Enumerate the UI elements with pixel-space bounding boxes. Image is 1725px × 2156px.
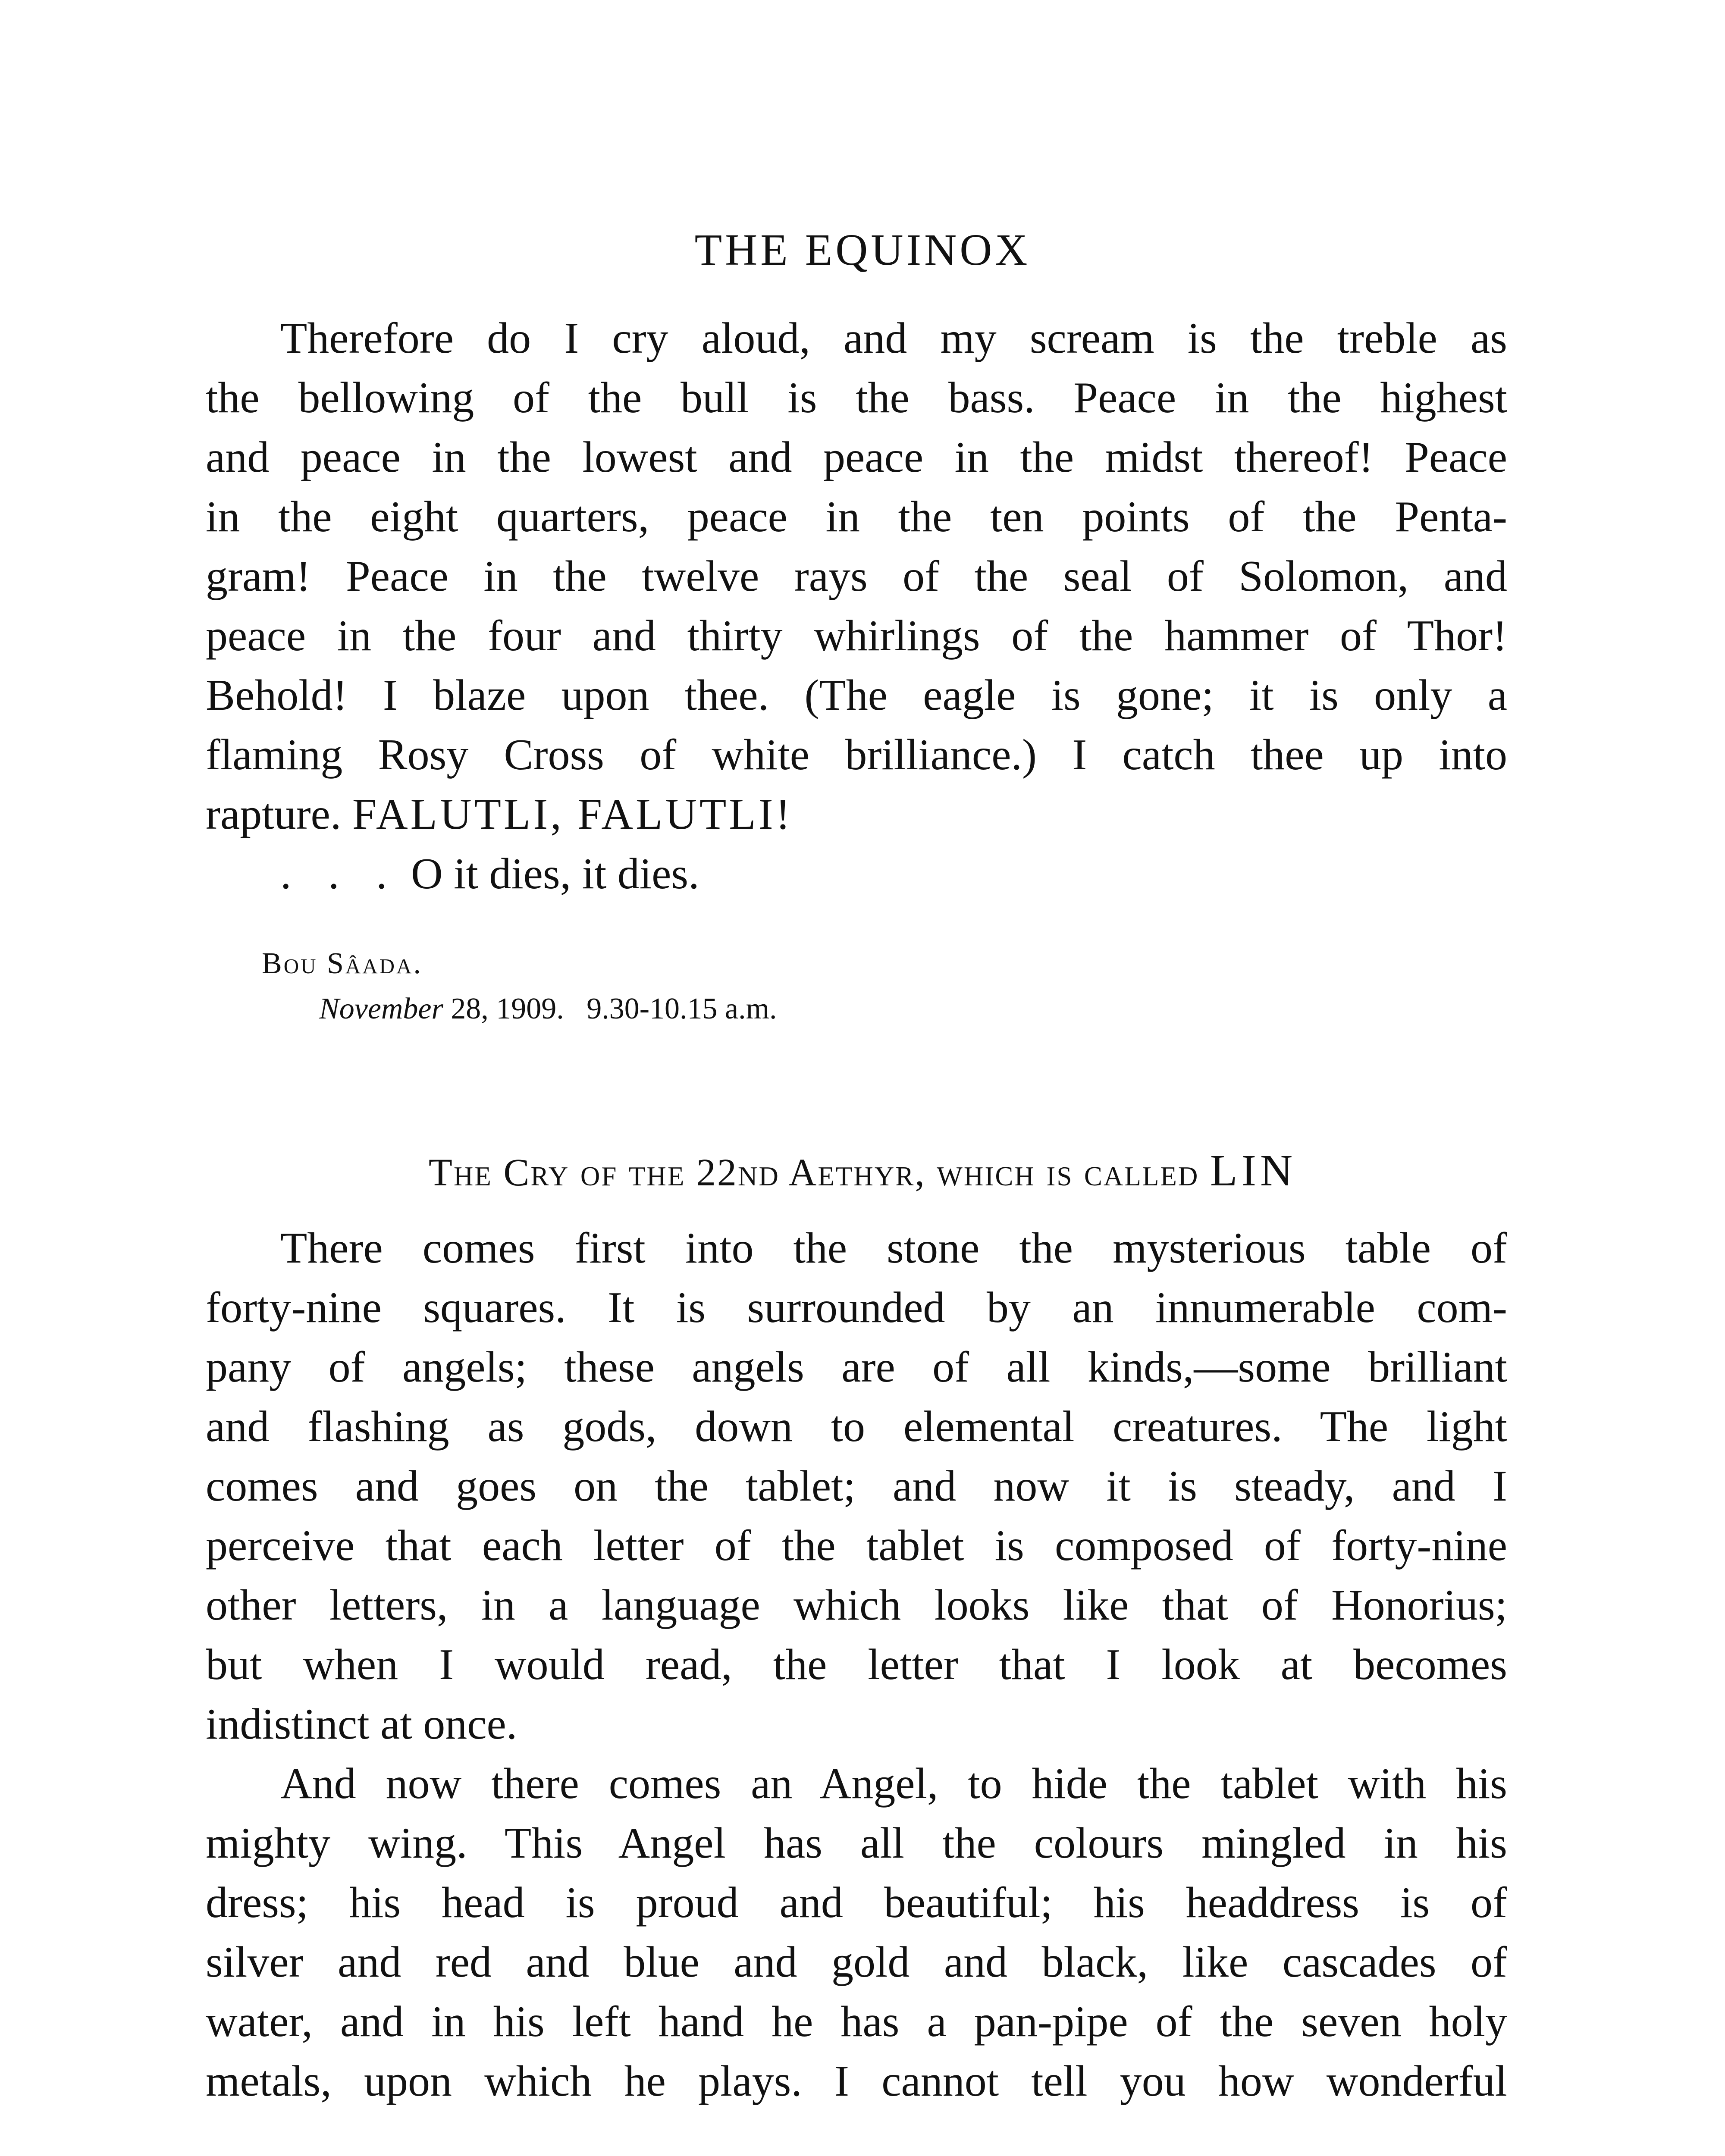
paragraph-1-line: flaming Rosy Cross of white brilliance.) I catch thee up into	[206, 730, 1507, 779]
paragraph-2-line: and flashing as gods, down to elemental creatures. The light	[206, 1402, 1507, 1451]
invocation-falutli: FALUTLI, FALUTLI!	[352, 790, 793, 839]
signature-place: Bou Sâada.	[262, 947, 423, 980]
paragraph-2-line: but when I would read, the letter that I look at becomes	[206, 1640, 1507, 1689]
paragraph-3-line: water, and in his left hand he has a pan-pipe of the seven holy	[206, 1997, 1507, 2046]
date-time: 9.30-10.15 a.m.	[586, 992, 777, 1025]
paragraph-1-line: in the eight quarters, peace in the ten points of the Penta-	[206, 492, 1507, 541]
dying-text: O it dies, it dies.	[411, 849, 699, 898]
paragraph-1-line: gram! Peace in the twelve rays of the seal of Solomon, and	[206, 552, 1507, 601]
dying-line	[280, 846, 1507, 902]
paragraph-1-line: and peace in the lowest and peace in the midst thereof! Peace	[206, 433, 1507, 482]
paragraph-1-line: Behold! I blaze upon thee. (The eagle is gone; it is only a	[206, 671, 1507, 720]
section-heading	[0, 1143, 1725, 1201]
paragraph-1-line: Therefore do I cry aloud, and my scream is the treble as	[280, 314, 1507, 363]
paragraph-2-line: There comes first into the stone the mysterious table of	[280, 1224, 1507, 1272]
paragraph-2-line: pany of angels; these angels are of all kinds,—some brilliant	[206, 1343, 1507, 1391]
paragraph-3-line: metals, upon which he plays. I cannot tell you how wonderful	[206, 2057, 1507, 2106]
paragraph-1-last-words: rapture.	[206, 790, 342, 839]
paragraph-3-line: dress; his head is proud and beautiful; his headdress is of	[206, 1878, 1507, 1927]
paragraph-2-line: indistinct at once.	[206, 1700, 518, 1749]
paragraph-3-line: mighty wing. This Angel has all the colours mingled in his	[206, 1819, 1507, 1868]
paragraph-1-line: the bellowing of the bull is the bass. Peace in the highest	[206, 373, 1507, 422]
date-day-year: 28, 1909.	[451, 992, 564, 1025]
paragraph-1-last-line	[206, 787, 1507, 843]
ellipsis: . . .	[280, 849, 400, 898]
paragraph-1-line: peace in the four and thirty whirlings of the hammer of Thor!	[206, 611, 1507, 660]
paragraph-3-line: silver and red and blue and gold and black, like cascades of	[206, 1938, 1507, 1987]
aethyr-name: LIN	[1210, 1146, 1297, 1195]
signature-date	[319, 992, 777, 1026]
paragraph-2-line: other letters, in a language which looks like that of Honorius;	[206, 1581, 1507, 1630]
paragraph-2-line: comes and goes on the tablet; and now it is steady, and I	[206, 1462, 1507, 1510]
paragraph-2-line: perceive that each letter of the tablet is composed of forty-nine	[206, 1521, 1507, 1570]
section-heading-prefix: The Cry of the 22nd Aethyr, which is called	[428, 1151, 1199, 1194]
date-month: November	[319, 992, 443, 1025]
paragraph-2-line: forty-nine squares. It is surrounded by an innumerable com-	[206, 1283, 1507, 1332]
paragraph-3-line: And now there comes an Angel, to hide the tablet with his	[280, 1759, 1507, 1808]
running-title: THE EQUINOX	[694, 225, 1031, 275]
